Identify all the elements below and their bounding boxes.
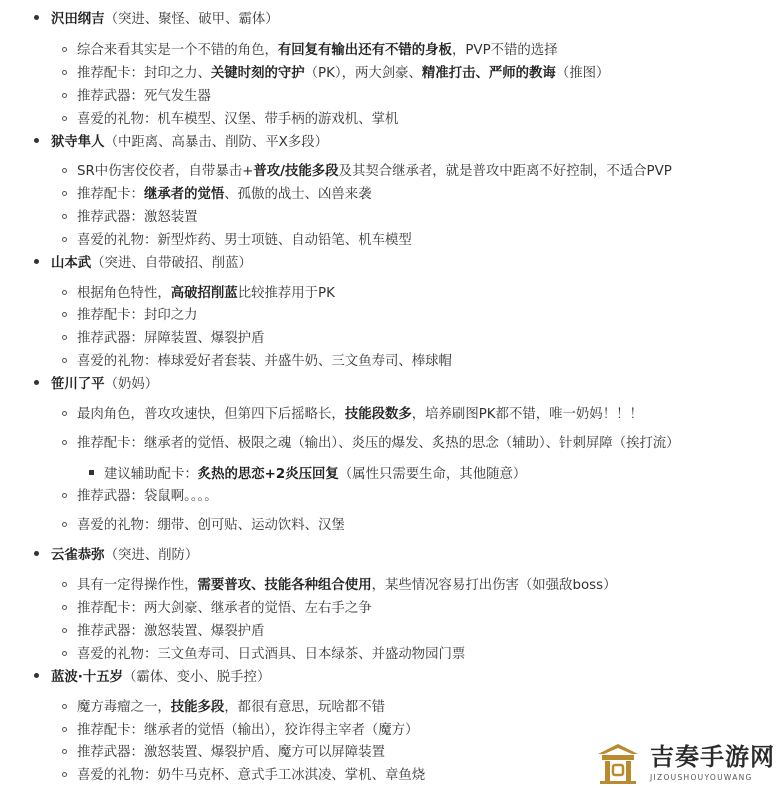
character-heading: 蓝波·十五岁（霸体、变小、脱手控）	[34, 668, 270, 688]
list-item: 喜爱的礼物：棒球爱好者套装、并盛牛奶、三文鱼寿司、棒球帽	[62, 352, 452, 372]
list-item: 魔方毒瘤之一，技能多段，都很有意思，玩啥都不错	[62, 698, 385, 718]
list-item: 具有一定得操作性，需要普攻、技能各种组合使用，某些情况容易打出伤害（如强敌boss）	[62, 576, 617, 596]
list-item: 推荐武器：屏障装置、爆裂护盾	[62, 329, 264, 349]
character-heading: 云雀恭弥（突进、削防）	[34, 546, 198, 566]
list-item: 推荐配卡：继承者的觉悟、孤傲的战士、凶兽来袭	[62, 185, 372, 205]
watermark-title: 吉奏手游网	[650, 743, 775, 771]
sub-list-item: 建议辅助配卡：炙热的思恋+2炎压回复（属性只需要生命，其他随意）	[89, 465, 526, 485]
list-item: 推荐武器：袋鼠啊。。。。	[62, 487, 218, 507]
list-item: 推荐配卡：封印之力	[62, 306, 198, 326]
list-item: 综合来看其实是一个不错的角色，有回复有输出还有不错的身板，PVP不错的选择	[62, 41, 558, 61]
list-item: 推荐配卡：继承者的觉悟（输出），狡诈得主宰者（魔方）	[62, 721, 418, 741]
list-item: SR中伤害佼佼者，自带暴击+普攻/技能多段及其契合继承者，就是普攻中距离不好控制，不适合PVP	[62, 162, 672, 182]
character-heading: 狱寺隼人（中距离、高暴击、削防、平X多段）	[34, 133, 328, 153]
watermark-subtitle: JIZOUSHOUYOUWANG	[650, 773, 753, 782]
list-item: 喜爱的礼物：三文鱼寿司、日式酒具、日本绿茶、并盛动物园门票	[62, 645, 465, 665]
character-heading: 笹川了平（奶妈）	[34, 375, 158, 395]
list-item: 喜爱的礼物：新型炸药、男士项链、自动铅笔、机车模型	[62, 231, 412, 251]
site-watermark	[594, 742, 779, 786]
character-heading: 沢田纲吉（突进、聚怪、破甲、霸体）	[34, 10, 279, 30]
list-item: 推荐武器：激怒装置	[62, 208, 198, 228]
list-item: 根据角色特性，高破招削蓝比较推荐用于PK	[62, 284, 335, 304]
list-item: 喜爱的礼物：绷带、创可贴、运动饮料、汉堡	[62, 516, 345, 536]
pavilion-logo-icon	[594, 742, 642, 786]
list-item: 推荐武器：死气发生器	[62, 87, 211, 107]
list-item: 推荐配卡：封印之力、关键时刻的守护（PK），两大剑豪、精准打击、严师的教诲（推图）	[62, 64, 609, 84]
list-item: 推荐武器：激怒装置、爆裂护盾	[62, 622, 264, 642]
list-item: 喜爱的礼物：机车模型、汉堡、带手柄的游戏机、掌机	[62, 110, 398, 130]
list-item: 最肉角色，普攻攻速快，但第四下后摇略长，技能段数多，培养刷图PK都不错，唯一奶妈！！！	[62, 405, 643, 425]
list-item: 推荐武器：激怒装置、爆裂护盾、魔方可以屏障装置	[62, 743, 385, 763]
list-item: 喜爱的礼物：奶牛马克杯、意式手工冰淇凌、掌机、章鱼烧	[62, 766, 425, 786]
list-item: 推荐配卡：两大剑豪、继承者的觉悟、左右手之争	[62, 599, 372, 619]
character-heading: 山本武（突进、自带破招、削蓝）	[34, 254, 252, 274]
bullet	[34, 15, 39, 20]
list-item: 推荐配卡：继承者的觉悟、极限之魂（输出）、炎压的爆发、炙热的思念（辅助）、针刺屏障（挨打流）	[62, 434, 680, 454]
